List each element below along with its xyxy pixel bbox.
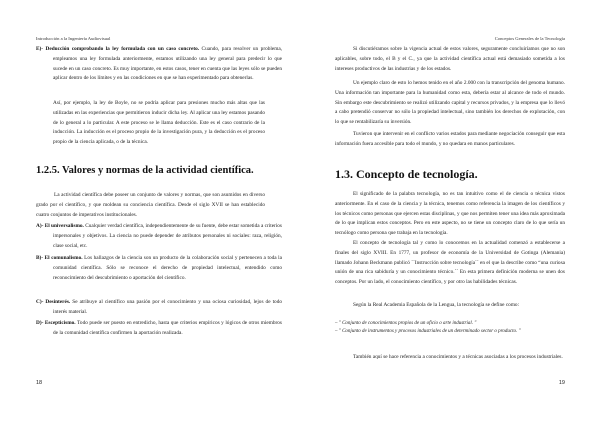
item-e bbox=[36, 45, 282, 84]
paragraph-4: El significado de la palabra tecnología, no es tan intuitivo como el de ciencia o técnica vistos anteriormente. En el caso de la ciencia y la técnica, tenemos como referencia la imagen de los científicos y los técnicos como personas que ejercen estas disciplinas, y que nos permiten tener una idea más aproximada de lo que implican estos conceptos. Pero en este aspecto, no se tiene un concepto claro de lo que sería un tecnólogo como persona que trabaja en la tecnología. bbox=[335, 191, 565, 237]
page-number-right: 19 bbox=[558, 380, 565, 386]
page-number-left: 18 bbox=[36, 380, 43, 386]
paragraph-6: Según la Real Academia Española de la Lengua, la tecnología se define como: bbox=[353, 302, 520, 308]
section-heading-1-2-5: 1.2.5. Valores y normas de la actividad científica. bbox=[36, 165, 254, 176]
paragraph-intro: La actividad científica debe poseer un conjunto de valores y normas, que son asumidos en diverso grado por el científico, y que moldean su conciencia científica. Desde el siglo XVII se han establecido cuatro conjuntos de imperativos institucionales. bbox=[36, 192, 265, 218]
item-a-text: Cualquier verdad científica, independientemente de su fuente, debe estar sometida a criterios impersonales y objetivos. La ciencia no puede depender de atributos personales ni sociales: raza, religión, clase social, etc. bbox=[53, 223, 282, 249]
item-c bbox=[36, 298, 282, 318]
item-b-text: Los hallazgos de la ciencia son un producto de la colaboración social y pertenecen a toda la comunidad científica. Sólo se reconoce el derecho de propiedad intelectual, entendido como reconocimiento del descubrimiento o aportación del científico. bbox=[53, 255, 282, 281]
item-a-label: A)- El universalismo. bbox=[36, 223, 84, 229]
paragraph-5: El concepto de tecnología tal y como lo conocemos en la actualidad comenzó a establecerse a finales del siglo XVIII. En 1777, un profesor de economía de la Universidad de Gotinga (Alemania) llamado Johann Beckmann publicó ``Instrucción sobre tecnología´´ en el que la describe como “una curiosa unión de una rica sabiduría y un conocimiento técnico.´´ En esta primera definición moderna se unen dos conceptos. Por un lado, el conocimiento científico, y por otro las habilidades técnicas. bbox=[335, 240, 565, 286]
paragraph-2: Un ejemplo claro de esto lo hemos tenido en el año 2.000 con la transcripción del genoma humano. Una información tan importante para la humanidad como esta, debería estar al alcance de todo el mundo. Sin embargo este descubrimiento se realizó utilizando capital y recursos privados, y la empresa que lo llevó a cabo pretendió conservar no sólo la propiedad intelectual, sino también los derechos de explotación, con lo que se rentabilizaría su inversión. bbox=[335, 80, 565, 126]
paragraph-asi-text: Así, por ejemplo, la ley de Boyle, no se podría aplicar para presiones mucho más altas que las utilizadas en las experiencias que permitieron inducir dicha ley. Al aplicar una ley estamos pasando de lo general a lo particular. A este proceso se le llama deducción. Este es el caso contrario de la inducción. La inducción es el proceso propio de la investigación pura, y la deducción es el proceso propio de la ciencia aplicada, o de la técnica. bbox=[53, 100, 265, 146]
paragraph-7: También aquí se hace referencia a conocimientos y a técnicas asociadas a los procesos industriales. bbox=[353, 354, 563, 360]
running-header-right: Conceptos Generales de la Tecnología bbox=[494, 36, 565, 41]
definition-2 bbox=[335, 327, 582, 337]
paragraph-3: Tuvieron que intervenir en el conflicto varios estados para mediante negociación conseguir que esta información fuera accesible para todo el mundo, y no quedara en manos particulares. bbox=[335, 131, 565, 147]
running-header-left: Introducción a la Ingeniería Audiovisual bbox=[36, 36, 111, 41]
definition-2-text: – " Conjunto de instrumentos y procesos industriales de un determinado sector o producto. " bbox=[335, 329, 521, 334]
paragraph-1: Si discutiéramos sobre la vigencia actual de estos valores, seguramente concluiríamos que no son aplicables, sobre todo, el B y el C., ya que la actividad científica actual está demasiado sometida a los intereses productivos de las industrias y de los estados. bbox=[335, 46, 565, 72]
item-b bbox=[36, 254, 282, 283]
item-d bbox=[36, 319, 282, 339]
item-b-label: B)- El comunalismo. bbox=[36, 255, 83, 261]
item-d-label: D)- Escepticismo. bbox=[36, 320, 76, 326]
item-c-label: C)- Desinterés. bbox=[36, 299, 71, 305]
paragraph-asi bbox=[36, 99, 265, 148]
item-e-text: Cuando, para resolver un problema, empleamos una ley formulada anteriormente, estamos utilizando una ley general para predecir lo que sucede en un caso concreto. Es muy importante, en estos casos, tener en cuenta que las leyes sólo se pueden aplicar dentro de los límites y en las condiciones en que se han experimentado para obtenerlas. bbox=[53, 46, 282, 82]
item-c-text: Se atribuye al científico una pasión por el conocimiento y una ociosa curiosidad, lejos de todo interés material. bbox=[53, 299, 282, 315]
item-d-text: Todo puede ser puesto en entredicho, hasta que criterios empíricos y lógicos de otros miembros de la comunidad científica confirmen la aportación realizada. bbox=[53, 320, 282, 336]
item-a bbox=[36, 222, 282, 251]
definition-1-text: – " Conjunto de conocimientos propios de un oficio o arte industrial. " bbox=[335, 321, 477, 326]
section-heading-1-3: 1.3. Concepto de tecnología. bbox=[335, 167, 478, 181]
item-e-label: E)- Deducción comprobando la ley formulada con un caso concreto. bbox=[36, 46, 200, 52]
